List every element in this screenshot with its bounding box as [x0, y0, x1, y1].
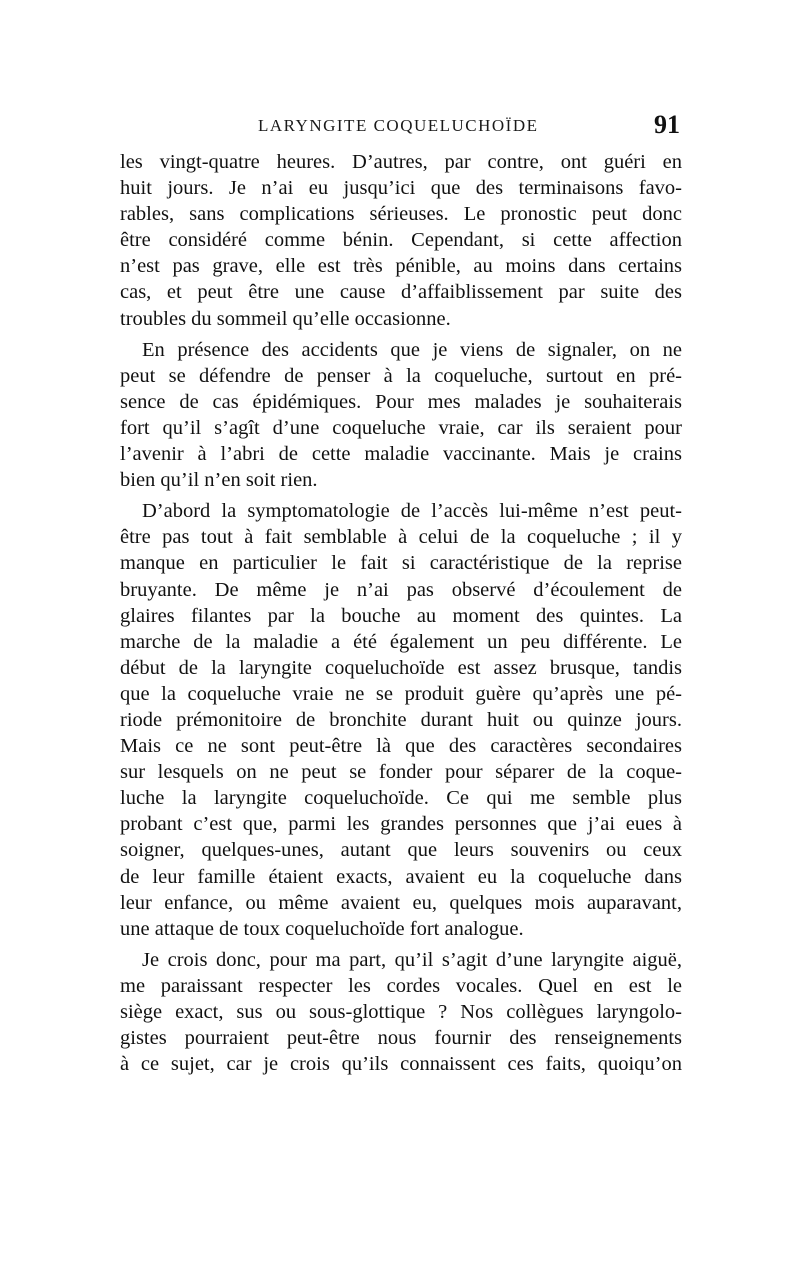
text-line: fort qu’il s’agît d’une coqueluche vraie, car ils seraient pour: [120, 416, 682, 439]
text-line: troubles du sommeil qu’elle occasionne.: [120, 307, 451, 330]
text-line: sence de cas épidémiques. Pour mes malades je souhaiterais: [120, 390, 682, 413]
text-line: soigner, quelques-unes, autant que leurs souvenirs ou ceux: [120, 839, 682, 862]
text-line: être pas tout à fait semblable à celui de la coqueluche ; il y: [120, 526, 682, 549]
text-line: de leur famille étaient exacts, avaient eu la coqueluche dans: [120, 865, 682, 888]
text-line: gistes pourraient peut-être nous fournir des renseignements: [120, 1027, 682, 1050]
text-line: rables, sans complications sérieuses. Le pronostic peut donc: [120, 203, 682, 226]
text-line: bruyante. De même je n’ai pas observé d’écoulement de: [120, 578, 682, 601]
text-line: à ce sujet, car je crois qu’ils connaissent ces faits, quoiqu’on: [120, 1053, 682, 1076]
text-line: l’avenir à l’abri de cette maladie vaccinante. Mais je crains: [120, 443, 682, 466]
paragraph-4: [120, 947, 682, 1077]
text-line: peut se défendre de penser à la coqueluche, surtout en pré-: [120, 364, 682, 387]
text-line: cas, et peut être une cause d’affaiblissement par suite des: [120, 281, 682, 304]
text-line: manque en particulier le fait si caractéristique de la reprise: [120, 552, 682, 575]
body-text: [120, 149, 682, 1077]
text-line: riode prémonitoire de bronchite durant huit ou quinze jours.: [120, 708, 682, 731]
text-line: luche la laryngite coqueluchoïde. Ce qui me semble plus: [120, 787, 682, 810]
text-line: D’abord la symptomatologie de l’accès lui-même n’est peut-: [142, 500, 682, 523]
text-line: Mais ce ne sont peut-être là que des caractères secondaires: [120, 735, 682, 758]
text-line: leur enfance, ou même avaient eu, quelques mois auparavant,: [120, 891, 682, 914]
text-line: une attaque de toux coqueluchoïde fort analogue.: [120, 917, 524, 940]
text-line: Je crois donc, pour ma part, qu’il s’agit d’une laryngite aiguë,: [142, 948, 682, 971]
text-line: n’est pas grave, elle est très pénible, au moins dans certains: [120, 255, 682, 278]
text-line: huit jours. Je n’ai eu jusqu’ici que des terminaisons favo-: [120, 177, 682, 200]
paragraph-2: [120, 337, 682, 494]
text-line: marche de la maladie a été également un peu différente. Le: [120, 630, 682, 653]
text-line: bien qu’il n’en soit rien.: [120, 469, 318, 492]
paragraph-3: [120, 498, 682, 942]
text-line: que la coqueluche vraie ne se produit guère qu’après une pé-: [120, 682, 682, 705]
running-head-title: LARYNGITE COQUELUCHOÏDE: [258, 116, 539, 135]
text-line: me paraissant respecter les cordes vocales. Quel en est le: [120, 974, 682, 997]
text-line: les vingt-quatre heures. D’autres, par contre, ont guéri en: [120, 151, 682, 173]
text-line: début de la laryngite coqueluchoïde est assez brusque, tandis: [120, 656, 682, 679]
page-number: 91: [654, 110, 680, 139]
paragraph-1: [120, 149, 682, 332]
text-line: En présence des accidents que je viens de signaler, on ne: [142, 338, 682, 361]
text-line: être considéré comme bénin. Cependant, si cette affection: [120, 229, 682, 252]
text-line: siège exact, sus ou sous-glottique ? Nos collègues laryngolo-: [120, 1001, 682, 1023]
text-line: glaires filantes par la bouche au moment des quintes. La: [120, 604, 682, 627]
text-line: probant c’est que, parmi les grandes personnes que j’ai eues à: [120, 813, 682, 836]
text-line: sur lesquels on ne peut se fonder pour séparer de la coque-: [120, 761, 682, 784]
